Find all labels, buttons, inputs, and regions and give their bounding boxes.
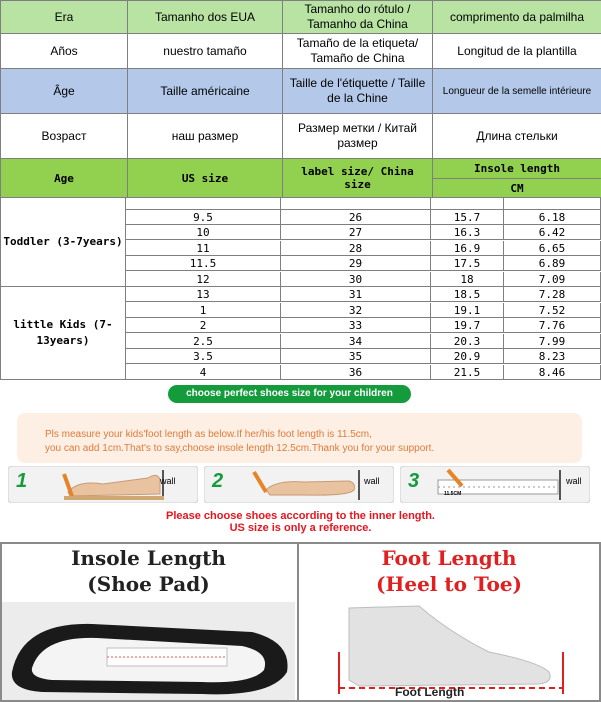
size-cell-us: 9.5 — [126, 210, 281, 225]
insole-title: Insole Length — [71, 546, 226, 570]
size-cell-us: 10 — [126, 225, 281, 240]
table-row — [126, 256, 601, 271]
size-cell-cm: 20.3 — [431, 334, 504, 349]
table-row — [126, 334, 601, 349]
table-row — [126, 241, 601, 256]
size-cell-us: 1 — [126, 303, 281, 318]
size-cell-inch: 7.09 — [504, 272, 601, 287]
size-cell-inch: 7.99 — [504, 334, 601, 349]
size-cell-cm: 17.5 — [431, 256, 504, 271]
age-column-header: Age — [1, 159, 128, 198]
header-cell: Tamanho dos EUA — [128, 1, 283, 34]
size-cell-inch: 7.52 — [504, 303, 601, 318]
table-row — [126, 210, 601, 225]
size-cell-cn: 27 — [281, 225, 431, 240]
table-row — [126, 365, 601, 380]
size-cell-cm: 20.9 — [431, 349, 504, 364]
measurement-guide — [0, 380, 601, 538]
header-row-russian — [1, 114, 601, 159]
size-cell-cm: 19.1 — [431, 303, 504, 318]
step-2-number: 2 — [212, 470, 224, 492]
header-cell: nuestro tamaño — [128, 34, 283, 69]
header-cell: Tamaño de la etiqueta/ Tamaño de China — [283, 34, 433, 69]
size-warning — [0, 510, 601, 534]
header-row-spanish — [1, 34, 601, 69]
size-cell-cm: 18.5 — [431, 287, 504, 302]
length-comparison-photos — [0, 538, 601, 702]
size-cell-us: 11 — [126, 241, 281, 256]
shoe-insole-photo — [2, 602, 295, 700]
size-chart-header-table — [0, 0, 601, 198]
size-cell-cn: 30 — [281, 272, 431, 287]
size-cell-cn: 33 — [281, 318, 431, 333]
foot-title: Foot Length — [381, 546, 517, 570]
size-cell-inch: 6.65 — [504, 241, 601, 256]
warning-line: Please choose shoes according to the inner length. — [166, 510, 435, 522]
size-cell-cn: 34 — [281, 334, 431, 349]
size-cell-cn: 28 — [281, 241, 431, 256]
group-little-kids: little Kids (7-13years) — [0, 287, 126, 380]
size-cell-us: 2 — [126, 318, 281, 333]
instruction-text — [45, 428, 585, 456]
label-size-column-header: label size/ China size — [283, 159, 433, 198]
cm-column-header: CM — [433, 179, 601, 198]
size-cell-cm: 15.7 — [431, 210, 504, 225]
size-cell-inch: 8.23 — [504, 349, 601, 364]
size-cell-us: 2.5 — [126, 334, 281, 349]
foot-length-label: Foot Length — [395, 685, 465, 699]
size-cell-us: 11.5 — [126, 256, 281, 271]
header-row-portuguese — [1, 1, 601, 34]
table-row — [126, 318, 601, 333]
header-cell: Taille américaine — [128, 69, 283, 114]
step-3-illustration — [400, 466, 590, 503]
size-cell-cn: 36 — [281, 365, 431, 380]
size-cell-inch: 6.18 — [504, 210, 601, 225]
step-3-number: 3 — [408, 470, 420, 492]
header-cell: Era — [1, 1, 128, 34]
size-cell-us: 12 — [126, 272, 281, 287]
header-cell: Возраст — [1, 114, 128, 159]
group-toddler: Toddler (3-7years) — [0, 197, 126, 287]
header-cell: Размер метки / Китай размер — [283, 114, 433, 159]
wall-label: wall — [566, 476, 582, 486]
size-cell-cn: 31 — [281, 287, 431, 302]
header-cell: Longueur de la semelle intérieure — [433, 69, 601, 114]
header-cell: Longitud de la plantilla — [433, 34, 601, 69]
size-rows — [0, 197, 601, 380]
table-row — [126, 272, 601, 287]
table-row — [126, 303, 601, 318]
wall-label: wall — [364, 476, 380, 486]
header-row-french — [1, 69, 601, 114]
wall-label: wall — [160, 476, 176, 486]
warning-line: US size is only a reference. — [229, 522, 372, 534]
column-header-row — [1, 159, 601, 179]
header-cell: Âge — [1, 69, 128, 114]
table-row-spacer — [126, 197, 601, 210]
size-cell-cn: 35 — [281, 349, 431, 364]
us-size-column-header: US size — [128, 159, 283, 198]
table-row — [126, 349, 601, 364]
size-cell-cn: 29 — [281, 256, 431, 271]
size-cell-cm: 18 — [431, 272, 504, 287]
header-cell: comprimento da palmilha — [433, 1, 601, 34]
size-cell-cm: 21.5 — [431, 365, 504, 380]
instruction-line: Pls measure your kids'foot length as below.If her/his foot length is 11.5cm, — [45, 429, 372, 440]
header-cell: Tamanho do rótulo / Tamanho da China — [283, 1, 433, 34]
size-cell-inch: 6.42 — [504, 225, 601, 240]
size-cell-cn: 26 — [281, 210, 431, 225]
header-cell: наш размер — [128, 114, 283, 159]
header-cell: Años — [1, 34, 128, 69]
size-cell-inch: 7.76 — [504, 318, 601, 333]
header-cell: Длина стельки — [433, 114, 601, 159]
instruction-line: you can add 1cm.That's to say,choose insole length 12.5cm.Thank you for your support. — [45, 443, 435, 454]
header-cell: Taille de l'étiquette / Taille de la Chine — [283, 69, 433, 114]
size-cell-cn: 32 — [281, 303, 431, 318]
step-1-number: 1 — [16, 470, 28, 492]
size-cell-cm: 19.7 — [431, 318, 504, 333]
foot-subtitle: (Heel to Toe) — [375, 572, 523, 596]
size-cell-us: 13 — [126, 287, 281, 302]
size-cell-cm: 16.9 — [431, 241, 504, 256]
size-cell-us: 3.5 — [126, 349, 281, 364]
size-cell-us: 4 — [126, 365, 281, 380]
ruler-label: 11.5CM — [444, 491, 462, 497]
size-cell-inch: 6.89 — [504, 256, 601, 271]
size-cell-cm: 16.3 — [431, 225, 504, 240]
guide-title-badge: choose perfect shoes size for your children — [168, 385, 411, 403]
size-cell-inch: 8.46 — [504, 365, 601, 380]
insole-length-column-header: Insole length — [433, 159, 601, 179]
size-cell-inch: 7.28 — [504, 287, 601, 302]
table-row — [126, 287, 601, 302]
foot-icon — [266, 481, 354, 495]
insole-subtitle: (Shoe Pad) — [87, 572, 210, 596]
table-row — [126, 225, 601, 240]
